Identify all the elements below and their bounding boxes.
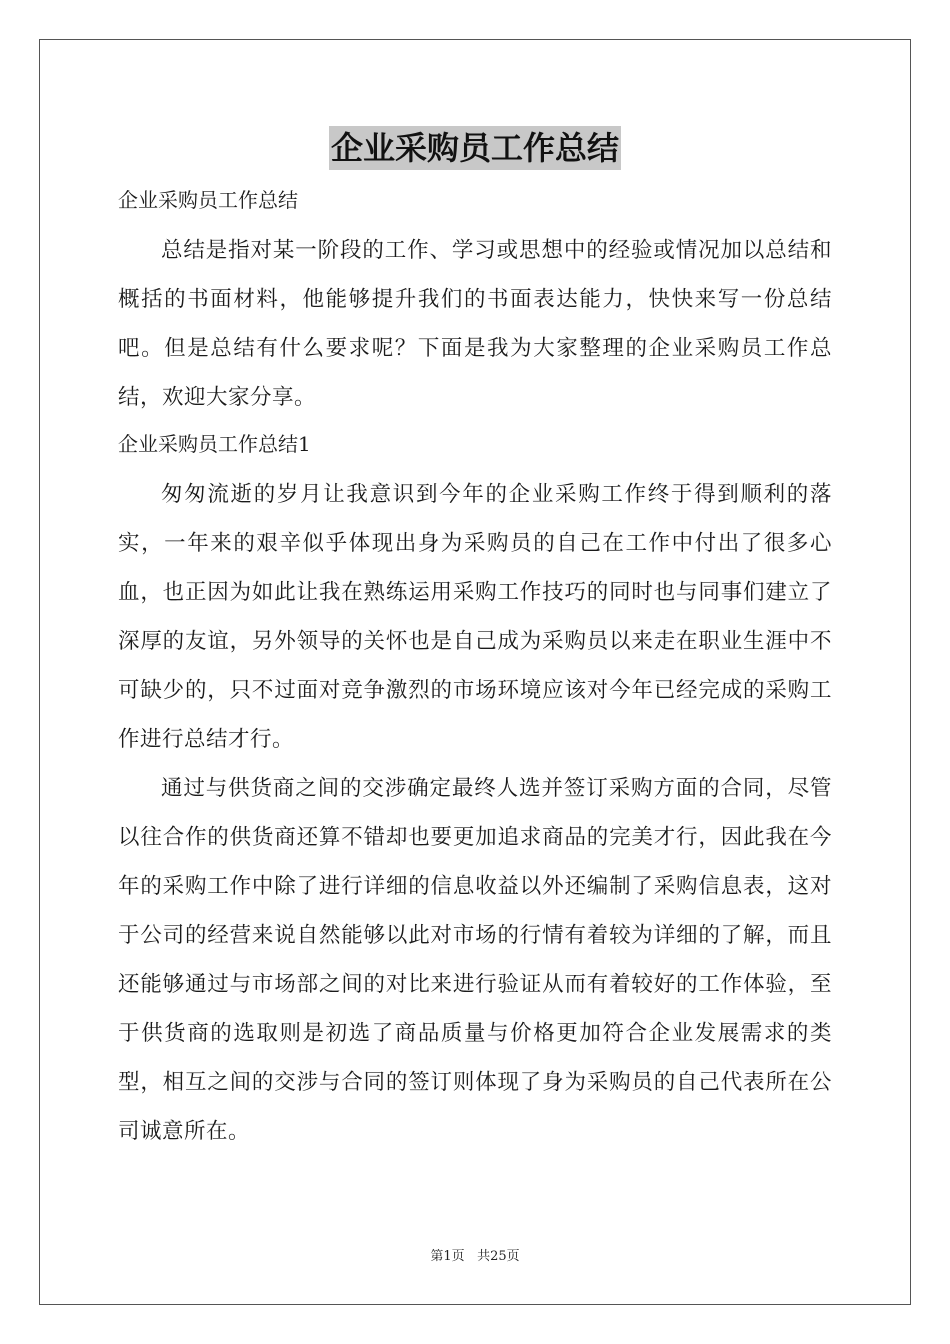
section-heading: 企业采购员工作总结1 xyxy=(118,432,311,456)
page-total: 共25页 xyxy=(477,1249,520,1264)
body-paragraph-1: 匆匆流逝的岁月让我意识到今年的企业采购工作终于得到顺利的落实，一年来的艰辛似乎体现出身为采购员的自己在工作中付出了很多心血，也正因为如此让我在熟练运用采购工作技巧的同时也与同事们建立了深厚的友谊，另外领导的关怀也是自己成为采购员以来走在职业生涯中不可缺少的，只不过面对竞争激烈的市场环境应该对今年已经完成的采购工作进行总结才行。 xyxy=(118,482,832,752)
body-paragraph-2: 通过与供货商之间的交涉确定最终人选并签订采购方面的合同，尽管以往合作的供货商还算不错却也要更加追求商品的完美才行，因此我在今年的采购工作中除了进行详细的信息收益以外还编制了采购信息表，这对于公司的经营来说自然能够以此对市场的行情有着较为详细的了解，而且还能够通过与市场部之间的对比来进行验证从而有着较好的工作体验，至于供货商的选取则是初选了商品质量与价格更加符合企业发展需求的类型，相互之间的交涉与合同的签订则体现了身为采购员的自己代表所在公司诚意所在。 xyxy=(118,776,832,1144)
document-body xyxy=(118,178,832,1156)
intro-paragraph: 总结是指对某一阶段的工作、学习或思想中的经验或情况加以总结和概括的书面材料，他能够提升我们的书面表达能力，快快来写一份总结吧。但是总结有什么要求呢？下面是我为大家整理的企业采购员工作总结，欢迎大家分享。 xyxy=(118,238,832,410)
document-title: 企业采购员工作总结 xyxy=(329,126,621,170)
subtitle-line: 企业采购员工作总结 xyxy=(118,188,298,212)
page-footer xyxy=(0,1248,950,1266)
page-number: 第1页 xyxy=(430,1249,465,1264)
title-container xyxy=(0,126,950,170)
